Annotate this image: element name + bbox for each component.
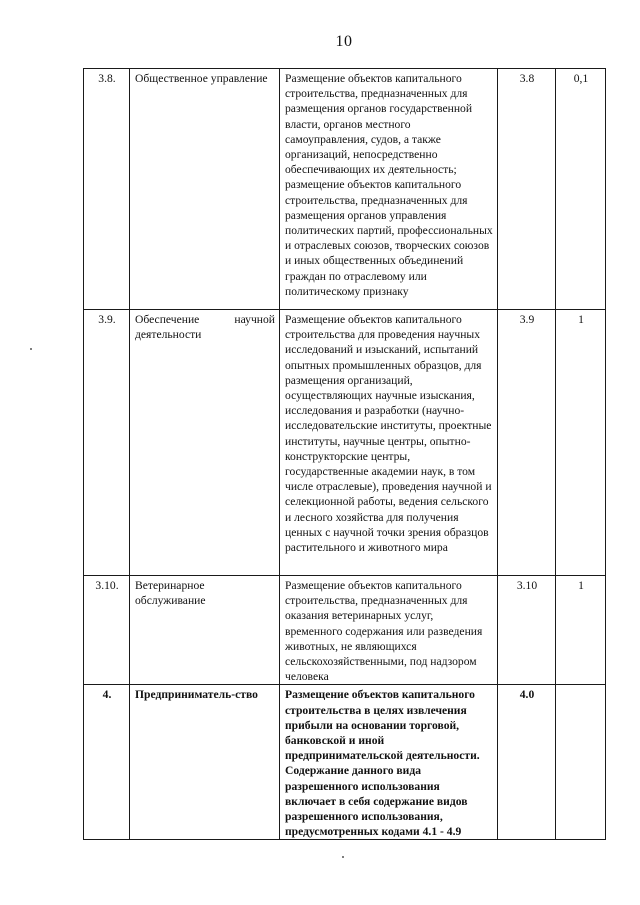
- use-description: Размещение объектов капитального строительства в целях извлечения прибыли на основании торговой, банковской и иной предпринимательской деятельности. Содержание данного вида разрешенного использования включает в себя содержание видов разрешенного использования, предусмотренных кодами 4.1 - 4.9: [280, 685, 498, 840]
- table-row: [84, 685, 606, 840]
- use-type-name: Ветеринарное обслуживание: [130, 576, 280, 685]
- classifier-code: 4.0: [498, 685, 556, 840]
- scan-speck: [342, 856, 344, 858]
- use-description: Размещение объектов капитального строительства для проведения научных исследований и изысканий, испытаний опытных промышленных образцов, для размещения организаций, осуществляющих научные изыскания, исследования и разработки (научно-исследовательские институты, проектные институты, научные центры, опытно-конструкторские центры, государственные академии наук, в том числе отраслевые), проведения научной и селекционной работы, ведения сельского и лесного хозяйства для получения ценных с научной точки зрения образцов растительного и животного мира: [280, 310, 498, 576]
- row-number: 3.8.: [84, 69, 130, 310]
- use-description: Размещение объектов капитального строительства, предназначенных для размещения органов государственной власти, органов местного самоуправления, судов, а также организаций, непосредственно обеспечивающих их деятельность; размещение объектов капитального строительства, предназначенных для размещения органов управления политических партий, профессиональных и отраслевых союзов, творческих союзов и иных общественных объединений граждан по отраслевому или политическому признаку: [280, 69, 498, 310]
- row-number: 3.9.: [84, 310, 130, 576]
- use-type-name: Обеспечение научной деятельности: [130, 310, 280, 576]
- classifier-code: 3.8: [498, 69, 556, 310]
- row-number: 3.10.: [84, 576, 130, 685]
- classifier-code: 3.9: [498, 310, 556, 576]
- use-type-name: Общественное управление: [130, 69, 280, 310]
- row-number: 4.: [84, 685, 130, 840]
- area-value: 0,1: [556, 69, 606, 310]
- use-type-name: Предприниматель-ство: [130, 685, 280, 840]
- area-value: 1: [556, 576, 606, 685]
- area-value: 1: [556, 310, 606, 576]
- use-description: Размещение объектов капитального строительства, предназначенных для оказания ветеринарных услуг, временного содержания или разведения животных, не являющихся сельскохозяйственными, под надзором человека: [280, 576, 498, 685]
- area-value: [556, 685, 606, 840]
- land-use-table: [83, 68, 606, 840]
- page-number: 10: [335, 33, 353, 50]
- classifier-code: 3.10: [498, 576, 556, 685]
- table-row: [84, 69, 606, 310]
- scan-speck: [30, 348, 32, 350]
- table-row: [84, 576, 606, 685]
- table-row: [84, 310, 606, 576]
